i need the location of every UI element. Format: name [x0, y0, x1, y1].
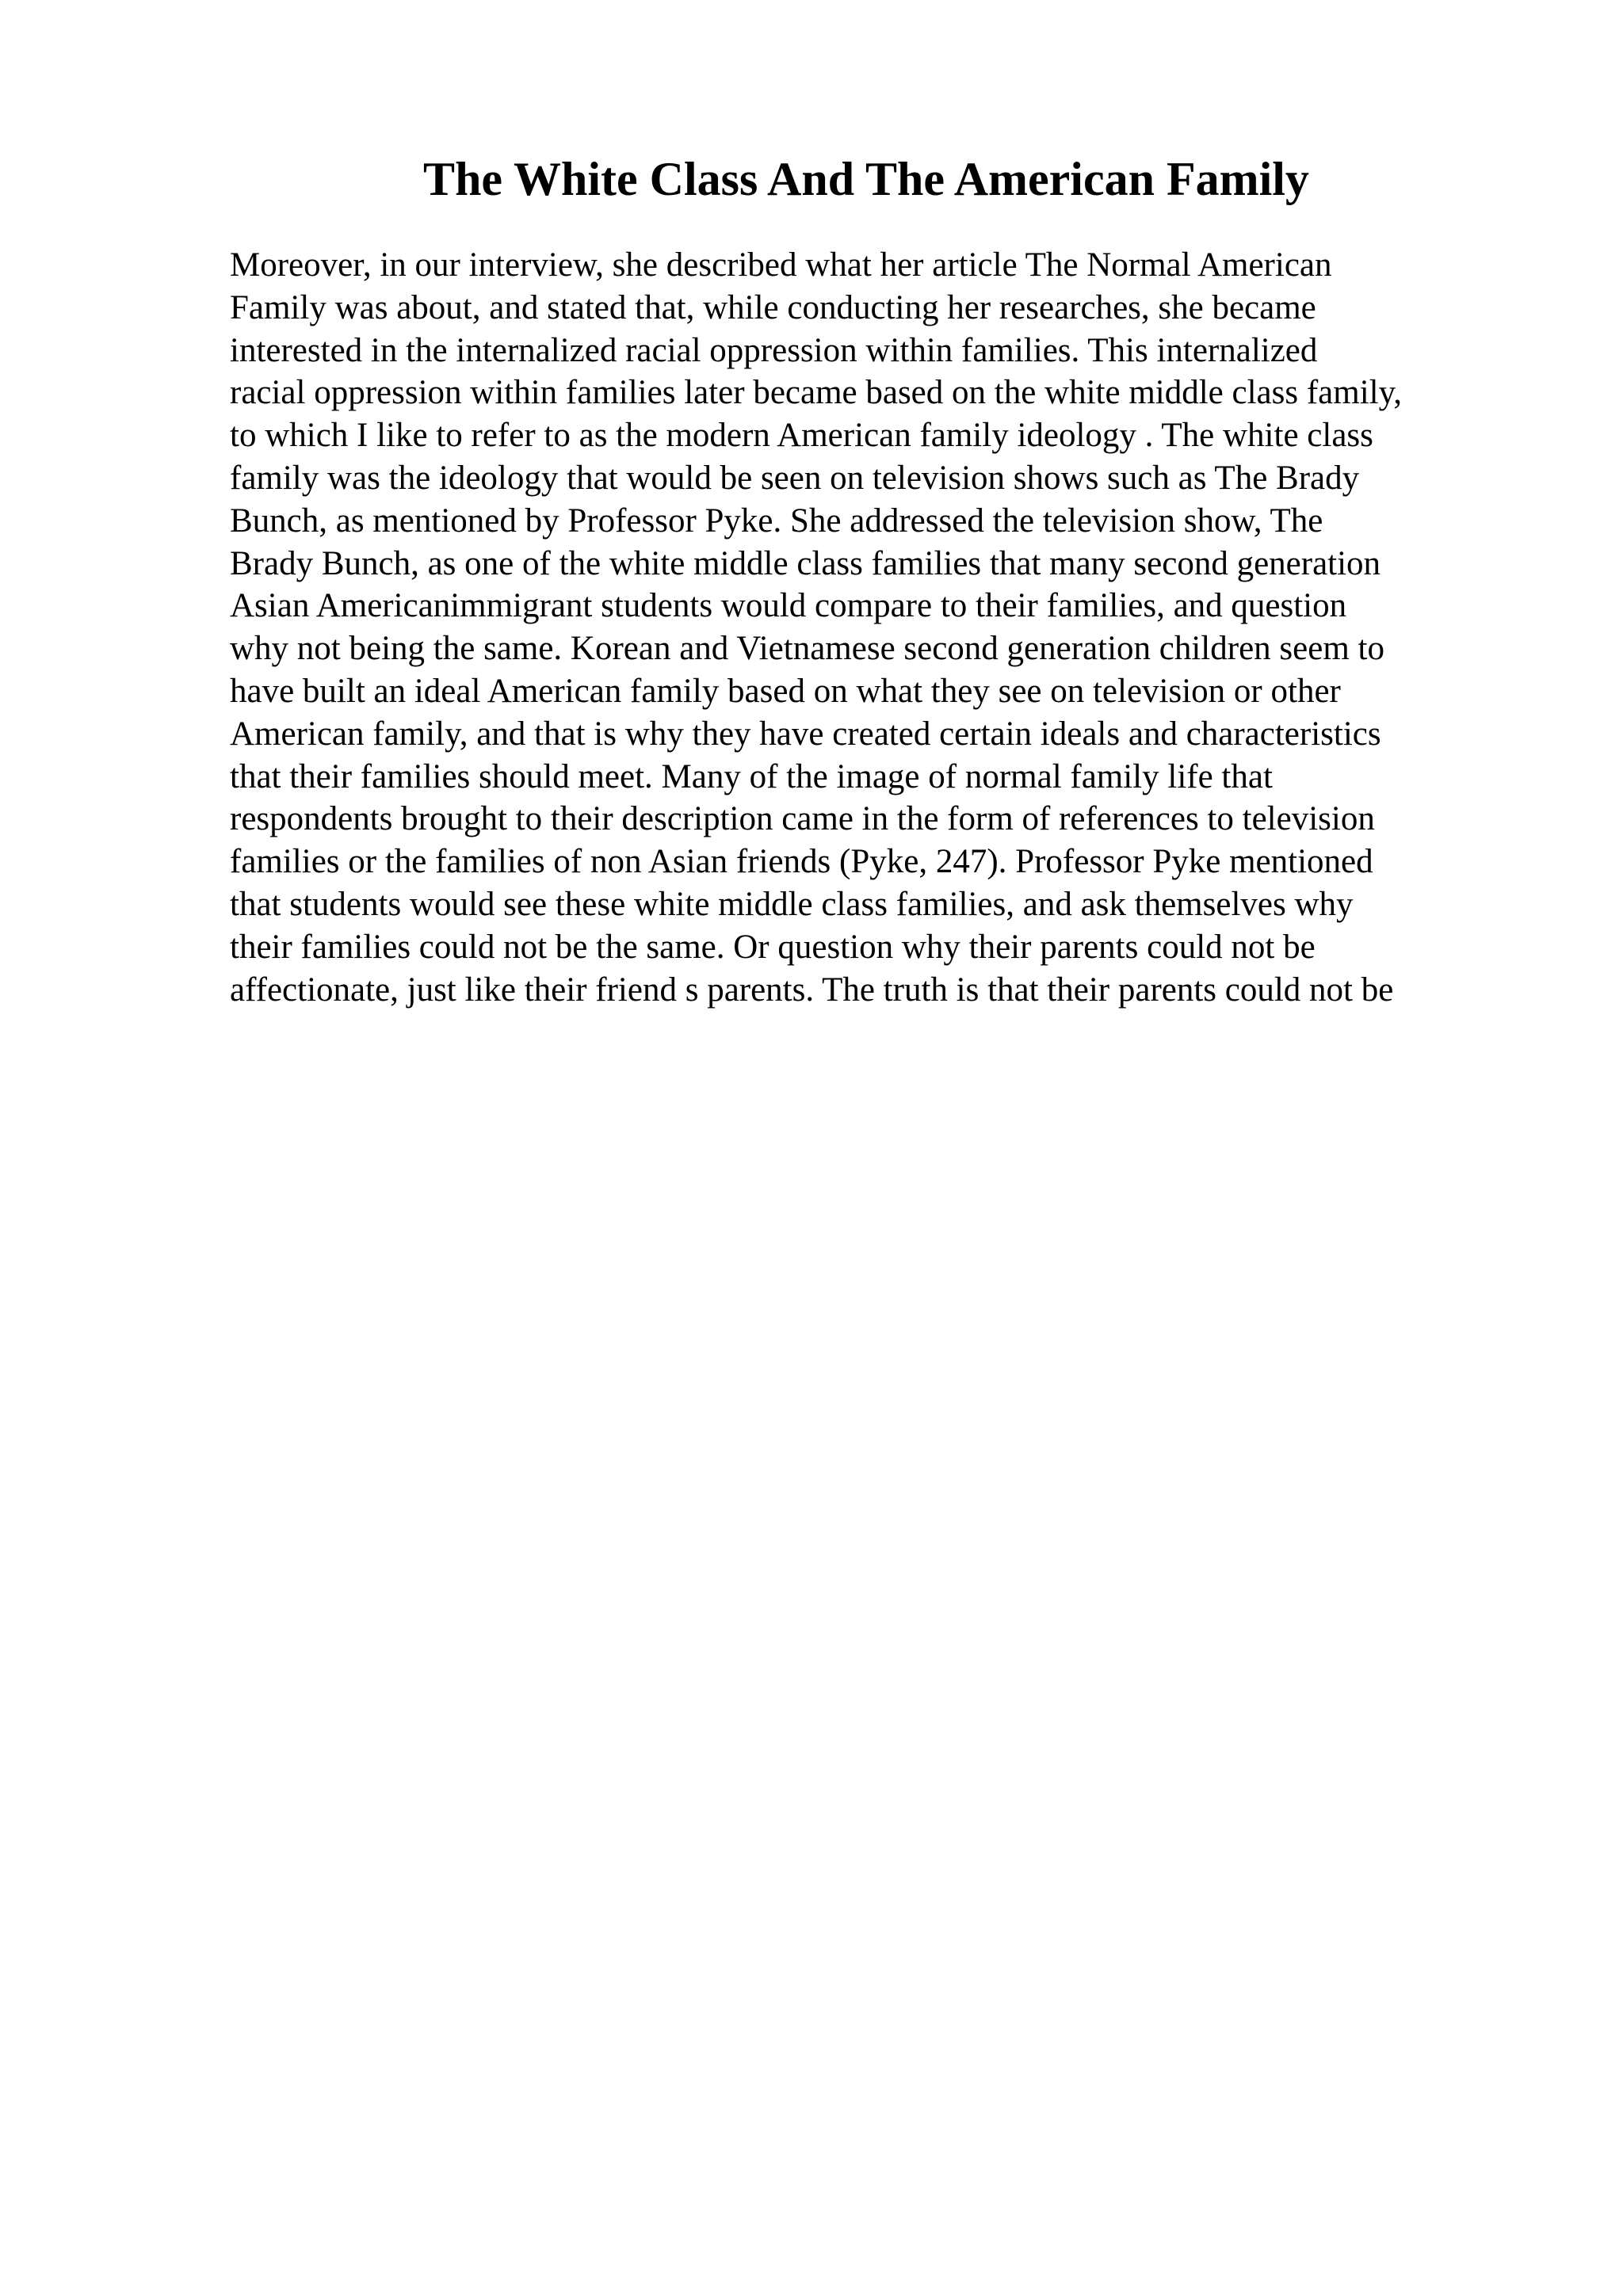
text-line: Bunch, as mentioned by Professor Pyke. She addressed the television show, The	[230, 502, 1323, 540]
text-line: affectionate, just like their friend s parents. The truth is that their parents could not be	[230, 971, 1394, 1009]
text-line: respondents brought to their description came in the form of references to television	[230, 800, 1375, 838]
text-line: families or the families of non Asian friends (Pyke, 247). Professor Pyke mentioned	[230, 843, 1373, 881]
text-line: why not being the same. Korean and Vietnamese second generation children seem to	[230, 630, 1384, 668]
text-line: to which I like to refer to as the modern American family ideology . The white class	[230, 417, 1373, 455]
text-line: interested in the internalized racial oppression within families. This internalized	[230, 331, 1318, 369]
text-line: that students would see these white middle class families, and ask themselves why	[230, 885, 1354, 923]
text-line: Asian Americanimmigrant students would compare to their families, and question	[230, 587, 1347, 625]
text-line: Family was about, and stated that, while conducting her researches, she became	[230, 288, 1316, 326]
text-line: American family, and that is why they have created certain ideals and characteristics	[230, 715, 1381, 753]
text-line: their families could not be the same. Or question why their parents could not be	[230, 928, 1316, 966]
body-paragraph	[230, 244, 1514, 1011]
text-line: racial oppression within families later became based on the white middle class family,	[230, 374, 1403, 412]
text-line: that their families should meet. Many of the image of normal family life that	[230, 757, 1273, 795]
text-line: family was the ideology that would be seen on television shows such as The Brady	[230, 459, 1360, 497]
text-line: Moreover, in our interview, she described what her article The Normal American	[230, 246, 1332, 284]
text-line: Brady Bunch, as one of the white middle class families that many second generation	[230, 544, 1381, 582]
text-line: have built an ideal American family based on what they see on television or other	[230, 672, 1341, 710]
document-title: The White Class And The American Family	[423, 153, 1309, 205]
